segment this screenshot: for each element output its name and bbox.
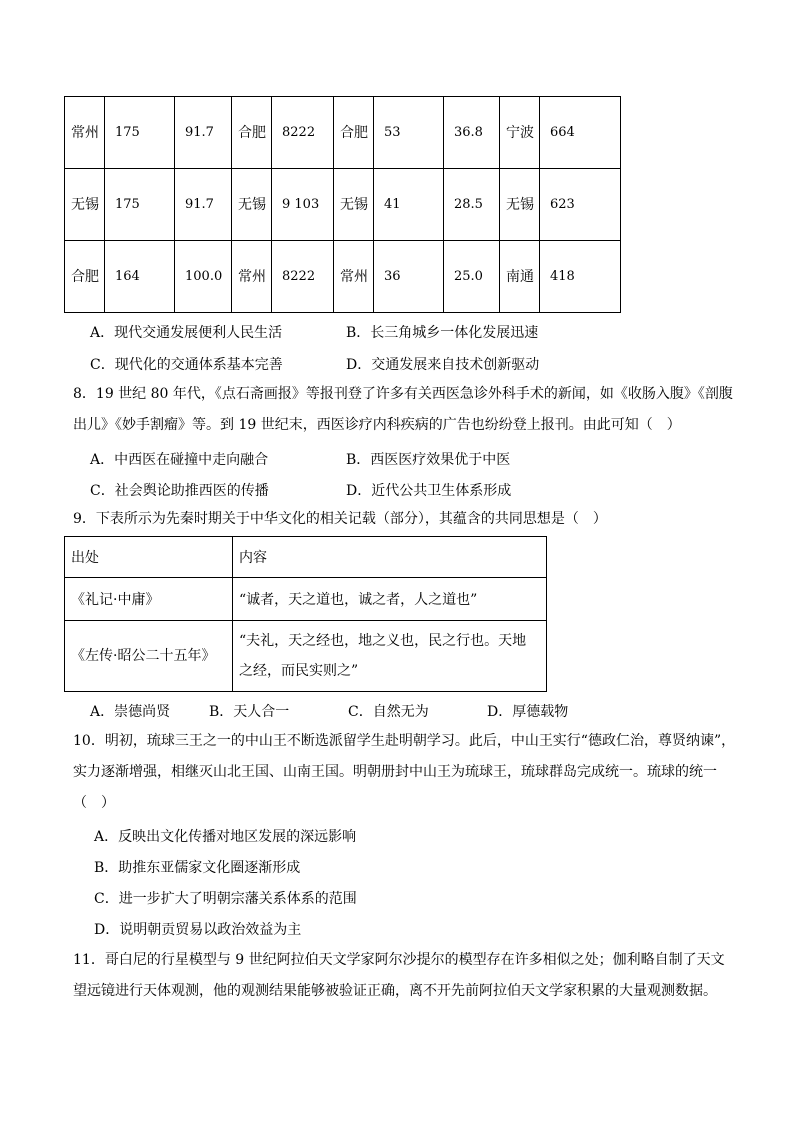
value-cell: 8222 [272,97,334,169]
value-cell: 53 [374,97,444,169]
city-cell: 无锡 [334,169,374,241]
city-cell: 常州 [232,241,272,313]
q7-option-b[interactable]: B．长三角城乡一体化发展迅速 [346,325,539,341]
table-row [65,97,621,169]
value-cell: 25.0 [444,241,500,313]
q8-line-2: 出儿》《妙手割瘤》等。到 19 世纪末，西医诊疗内科疾病的广告也纷纷登上报刊。由此可知（ ） [73,417,681,433]
value-cell: 36.8 [444,97,500,169]
q9-row2-source: 《左传·昭公二十五年》 [65,621,233,692]
q8-option-a[interactable]: A．中西医在碰撞中走向融合 [90,452,269,468]
city-cell: 宁波 [500,97,540,169]
q10-option-c[interactable]: C．进一步扩大了明朝宗藩关系体系的范围 [94,891,357,907]
q8-option-d[interactable]: D．近代公共卫生体系形成 [346,483,512,499]
q10-line-3: （ ） [73,795,115,811]
value-cell: 9 103 [272,169,334,241]
q8-line-1: 8．19 世纪 80 年代，《点石斋画报》等报刊登了许多有关西医急诊外科手术的新闻，如《收肠入腹》《剖腹 [73,386,733,402]
question-10 [73,726,736,819]
q9-table [64,536,547,692]
value-cell: 8222 [272,241,334,313]
q10-option-d[interactable]: D．说明朝贡贸易以政治效益为主 [94,922,302,938]
city-cell: 无锡 [500,169,540,241]
q10-line-1: 10．明初，琉球三王之一的中山王不断选派留学生赴明朝学习。此后，中山王实行“德政仁治，尊贤纳谏”， [73,733,736,749]
q9-option-a[interactable]: A．崇德尚贤 [90,704,171,720]
q11-line-2: 望远镜进行天体观测，他的观测结果能够被验证正确，离不开先前阿拉伯天文学家积累的大量观测数据。 [73,983,717,999]
city-cell: 南通 [500,241,540,313]
q10-option-b[interactable]: B．助推东亚儒家文化圈逐渐形成 [94,860,301,876]
q9-stem: 9．下表所示为先秦时期关于中华文化的相关记载（部分），其蕴含的共同思想是（ ） [73,511,607,527]
city-cell: 合肥 [334,97,374,169]
q9-option-d[interactable]: D．厚德载物 [487,704,569,720]
q10-option-a[interactable]: A．反映出文化传播对地区发展的深远影响 [94,829,357,845]
question-8 [73,379,733,441]
q9-header-source: 出处 [65,537,233,578]
q9-row2-content: “夫礼，天之经也，地之义也，民之行也。天地之经，而民实则之” [233,621,547,692]
value-cell: 41 [374,169,444,241]
city-cell: 合肥 [65,241,105,313]
value-cell: 91.7 [175,169,232,241]
q7-option-d[interactable]: D．交通发展来自技术创新驱动 [346,357,540,373]
value-cell: 664 [540,97,621,169]
q9-header-content: 内容 [233,537,547,578]
value-cell: 36 [374,241,444,313]
q10-line-2: 实力逐渐增强，相继灭山北王国、山南王国。明朝册封中山王为琉球王，琉球群岛完成统一。琉球的统一 [73,764,717,780]
q8-option-c[interactable]: C．社会舆论助推西医的传播 [90,483,269,499]
city-cell: 常州 [334,241,374,313]
value-cell: 175 [105,97,175,169]
question-11 [73,945,733,1007]
table-row [65,241,621,313]
q7-option-a[interactable]: A．现代交通发展便利人民生活 [90,325,283,341]
value-cell: 418 [540,241,621,313]
city-cell: 无锡 [65,169,105,241]
city-data-table [64,96,621,313]
q9-row1-source: 《礼记·中庸》 [65,578,233,621]
q8-option-b[interactable]: B．西医医疗效果优于中医 [346,452,511,468]
q11-line-1: 11．哥白尼的行星模型与 9 世纪阿拉伯天文学家阿尔沙提尔的模型存在许多相似之处；伽利略自制了天文 [73,952,725,968]
value-cell: 164 [105,241,175,313]
q9-row1-content: “诚者，天之道也，诚之者，人之道也” [233,578,547,621]
q7-option-c[interactable]: C．现代化的交通体系基本完善 [90,357,283,373]
value-cell: 28.5 [444,169,500,241]
table-row [65,169,621,241]
value-cell: 175 [105,169,175,241]
q9-option-b[interactable]: B．天人合一 [209,704,290,720]
question-9 [73,504,733,535]
city-cell: 常州 [65,97,105,169]
city-cell: 无锡 [232,169,272,241]
value-cell: 100.0 [175,241,232,313]
city-cell: 合肥 [232,97,272,169]
value-cell: 623 [540,169,621,241]
q9-option-c[interactable]: C．自然无为 [348,704,429,720]
value-cell: 91.7 [175,97,232,169]
